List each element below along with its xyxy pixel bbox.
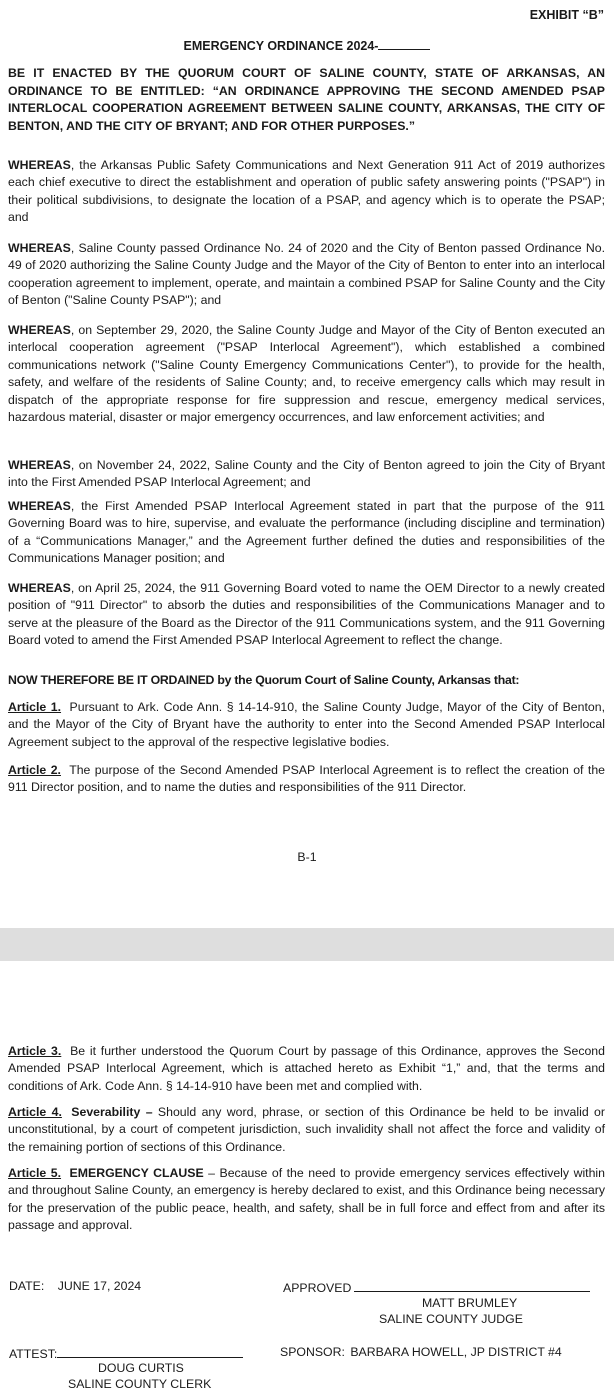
whereas-text: , Saline County passed Ordinance No. 24 of 2020 and the City of Benton passed Ordinance No. 49 of 2020 authorizing the Saline County Judge and the Mayor of the City of Benton to enter into an interlocal cooperation agreement to implement, operate, and maintain a combined PSAP for Saline County and the City of Benton ("Saline County PSAP"); and [8, 241, 605, 308]
article-text: – Because of the need to provide emergency services effectively within and throughout Saline County, an emergency is hereby declared to exist, and this Ordinance being necessary for the preservation of the public peace, health, and safety, shall be in full force and effect from and after its passage and approval. [8, 1166, 606, 1233]
article-text: The purpose of the Second Amended PSAP Interlocal Agreement is to reflect the creation of the 911 Director position, and to name the duties and responsibilities of the 911 Director. [8, 763, 605, 795]
date-label: DATE: [9, 1279, 45, 1293]
approved-label: APPROVED [283, 1281, 352, 1295]
article-2 [8, 762, 605, 797]
article-label: Article 4. [8, 1105, 62, 1119]
whereas-text: , on November 24, 2022, Saline County and the City of Benton agreed to join the City of Bryant into the First Amended PSAP Interlocal Agreement; and [8, 458, 605, 490]
article-label: Article 1. [8, 700, 62, 714]
whereas-text: , on September 29, 2020, the Saline County Judge and Mayor of the City of Benton executed an interlocal cooperation agreement ("PSAP Interlocal Agreement"), which established a combined communications network ("Saline County Emergency Communications Center"), to provide for the health, safety, and welfare of the residents of Saline County; and, to receive emergency calls which may result in dispatch of the appropriate response for fire suppression and rescue, emergency medical services, hazardous material, disaster or major emergency occurrences, and law enforcement activities; and [8, 323, 605, 425]
article-label: Article 3. [8, 1044, 62, 1058]
exhibit-label: EXHIBIT “B” [529, 8, 604, 22]
article-label: Article 5. [8, 1166, 62, 1180]
document-page-2 [0, 963, 614, 1398]
attest-label: ATTEST: [9, 1347, 58, 1361]
ordaining-clause: NOW THEREFORE BE IT ORDAINED by the Quorum Court of Saline County, Arkansas that: [8, 673, 520, 687]
whereas-paragraph-1 [8, 157, 605, 227]
article-text: Should any word, phrase, or section of this Ordinance be held to be invalid or unconstitutional, by a court of competent jurisdiction, such invalidity shall not affect the force and validity of the remaining portion of sections of this Ordinance. [8, 1105, 605, 1154]
ordinance-number-blank [378, 38, 430, 50]
whereas-text: , the Arkansas Public Safety Communications and Next Generation 911 Act of 2019 authorizes each chief executive to direct the establishment and operation of public safety answering points ("PSAP") in their political subdivisions, to designate the location of a PSAP, and agency which is to operate the PSAP; and [8, 158, 605, 225]
whereas-paragraph-3 [8, 322, 605, 426]
page-number: B-1 [297, 850, 317, 864]
article-heading: Severability – [71, 1105, 153, 1119]
attester-name: DOUG CURTIS [98, 1361, 184, 1375]
article-3 [8, 1043, 605, 1095]
sponsor-field [280, 1345, 562, 1359]
article-4 [8, 1104, 605, 1156]
sponsor-value: BARBARA HOWELL, JP DISTRICT #4 [350, 1345, 562, 1359]
article-heading: EMERGENCY CLAUSE [69, 1166, 204, 1180]
whereas-paragraph-4 [8, 457, 605, 492]
page-separator [0, 928, 614, 961]
date-field [9, 1279, 141, 1293]
article-label: Article 2. [8, 763, 61, 777]
whereas-paragraph-2 [8, 240, 605, 310]
approver-title: SALINE COUNTY JUDGE [379, 1312, 523, 1326]
approved-signature-line [354, 1279, 590, 1292]
article-text: Be it further understood the Quorum Court by passage of this Ordinance, approves the Second Amended PSAP Interlocal Agreement, which is attached hereto as Exhibit “1,” and, that the terms and conditions of Ark. Code Ann. § 14-14-910 have been met and complied with. [8, 1044, 605, 1093]
approver-name: MATT BRUMLEY [422, 1296, 518, 1310]
date-value: JUNE 17, 2024 [57, 1279, 142, 1293]
ordinance-title [0, 38, 614, 53]
whereas-text: , on April 25, 2024, the 911 Governing Board voted to name the OEM Director to a newly created position of "911 Director" to absorb the duties and responsibilities of the Communications Manager and to serve at the pleasure of the Board as the Director of the 911 Communications system, and the 911 Governing Board voted to amend the First Amended PSAP Interlocal Agreement to reflect the change. [8, 581, 605, 648]
ordinance-title-text: EMERGENCY ORDINANCE 2024- [183, 39, 379, 53]
enacted-clause: BE IT ENACTED BY THE QUORUM COURT OF SALINE COUNTY, STATE OF ARKANSAS, AN ORDINANCE TO BE ENTITLED: “AN ORDINANCE APPROVING THE SECOND AMENDED PSAP INTERLOCAL COOPERATION AGREEMENT BETWEEN SALINE COUNTY, ARKANSAS, THE CITY OF BENTON, AND THE CITY OF BRYANT; AND FOR OTHER PURPOSES.” [8, 66, 605, 133]
whereas-text: , the First Amended PSAP Interlocal Agreement stated in part that the purpose of the 911 Governing Board was to hire, supervise, and evaluate the performance (including discipline and termination) of a “Communications Manager,” and the Agreement further defined the duties and responsibilities of the Communications Manager position; and [8, 499, 605, 566]
approved-field [283, 1279, 590, 1295]
article-text: Pursuant to Ark. Code Ann. § 14-14-910, the Saline County Judge, Mayor of the City of Benton, and the Mayor of the City of Bryant have the authority to enter into the Second Amended PSAP Interlocal Agreement subject to the approval of the respective legislative bodies. [8, 700, 605, 749]
attester-title: SALINE COUNTY CLERK [68, 1377, 212, 1391]
whereas-paragraph-6 [8, 580, 605, 650]
whereas-label: WHEREAS [8, 158, 71, 172]
whereas-label: WHEREAS [8, 458, 71, 472]
article-5 [8, 1165, 605, 1235]
article-1 [8, 699, 605, 751]
whereas-label: WHEREAS [8, 241, 71, 255]
whereas-label: WHEREAS [8, 581, 71, 595]
whereas-paragraph-5 [8, 498, 605, 568]
attest-signature-line [57, 1345, 243, 1358]
whereas-label: WHEREAS [8, 499, 71, 513]
whereas-label: WHEREAS [8, 323, 71, 337]
sponsor-label: SPONSOR: [280, 1345, 345, 1359]
attest-field [9, 1345, 243, 1361]
